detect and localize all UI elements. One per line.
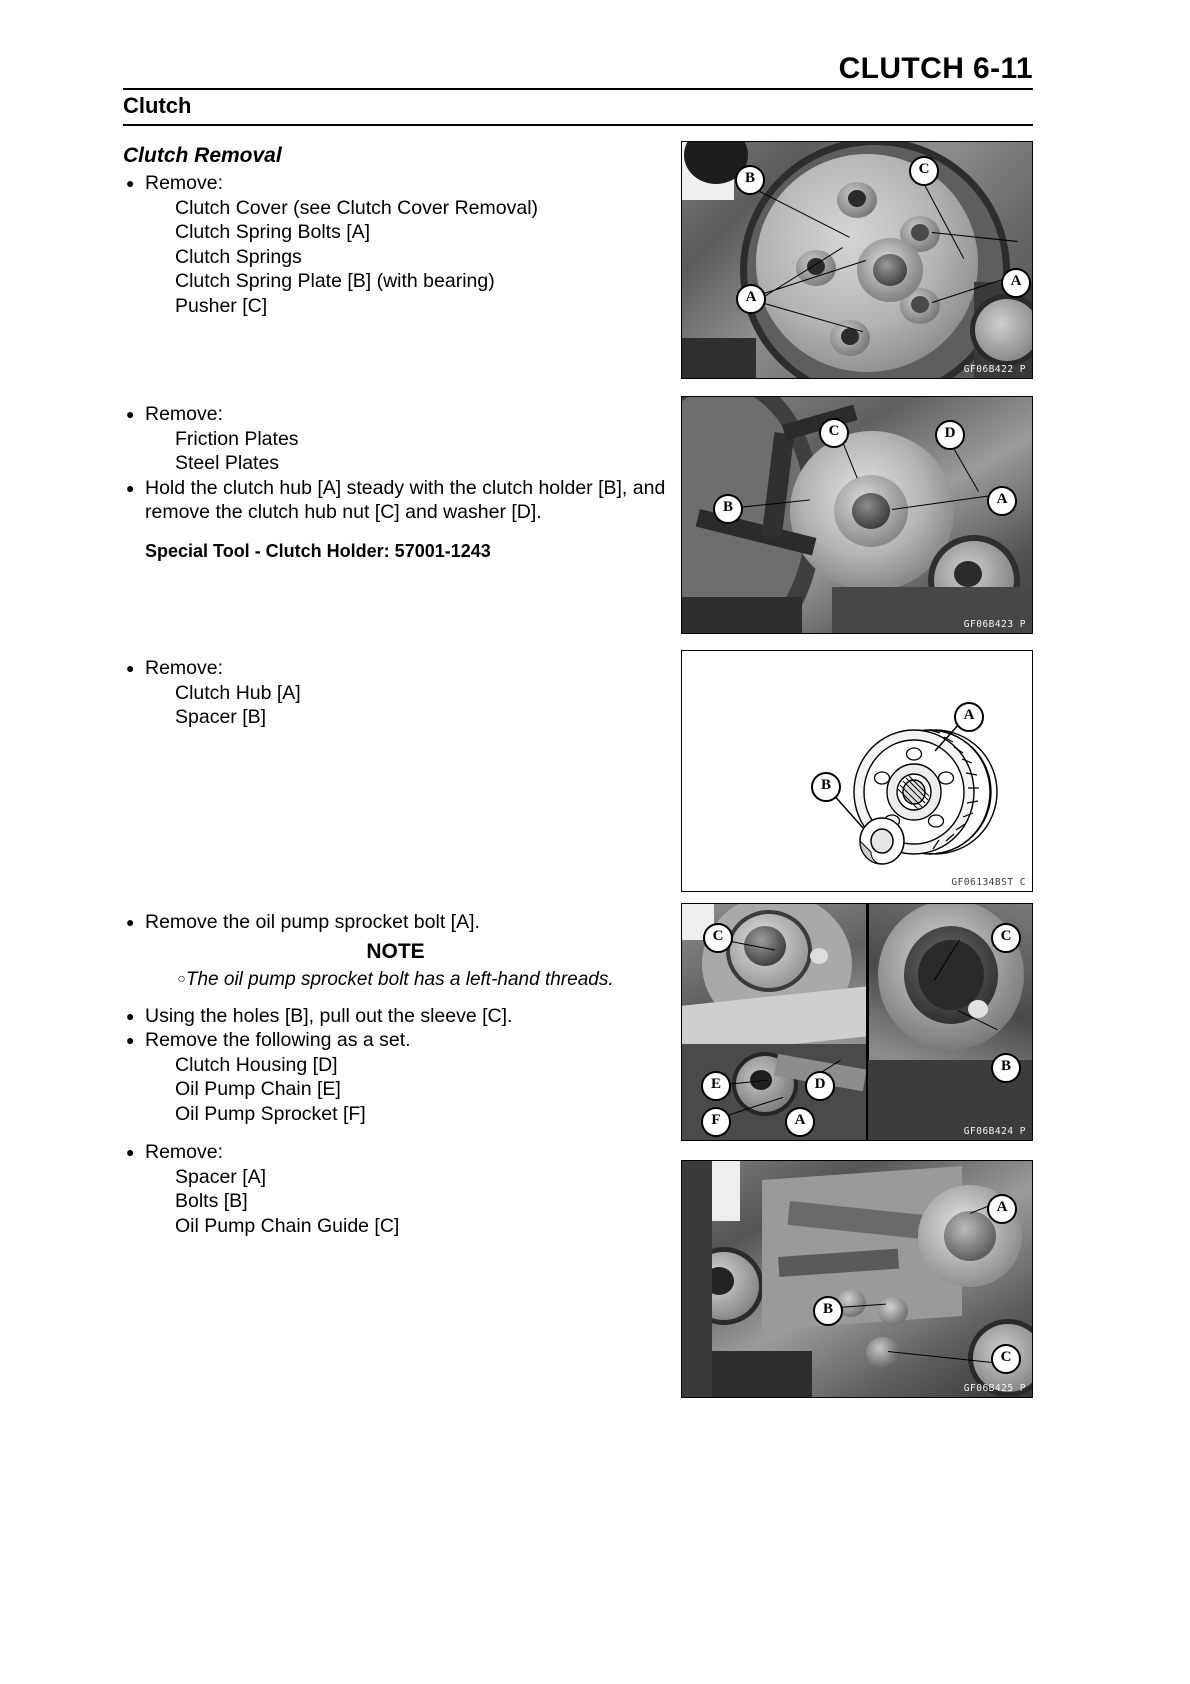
figure-oil-pump-sprocket <box>681 903 1033 1141</box>
bullet-pull-out-sleeve <box>123 1004 668 1029</box>
callout-F: F <box>701 1107 731 1137</box>
figure-clutch-holder <box>681 396 1033 634</box>
callout-A: A <box>736 284 766 314</box>
figure-code: GF06134BST C <box>951 877 1026 888</box>
bullet-text: Remove: <box>145 657 224 679</box>
header-rule-bottom <box>123 124 1033 126</box>
bullet-text: Remove the following as a set. <box>145 1029 411 1051</box>
sub-item: Oil Pump Sprocket [F] <box>175 1102 366 1125</box>
callout-B: B <box>713 494 743 524</box>
bullet-dot-icon: ● <box>126 1007 135 1024</box>
figure-code: GF06B422 P <box>963 364 1026 375</box>
bullet-dot-icon: ● <box>126 406 135 422</box>
spring-bolt-head <box>848 190 866 207</box>
callout-E: E <box>701 1071 731 1101</box>
sub-item: Oil Pump Chain [E] <box>175 1078 341 1100</box>
hub-nut-center <box>852 493 890 529</box>
hole-b <box>968 1000 988 1018</box>
spring-bolt-head <box>911 296 929 313</box>
callout-A: A <box>785 1107 815 1137</box>
sub-item: Clutch Spring Bolts [A] <box>175 221 371 243</box>
sub-item: Clutch Hub [A] <box>175 681 301 704</box>
idle-gear-center <box>954 561 982 587</box>
header-rule-top <box>123 88 1033 90</box>
page-header-title: CLUTCH 6-11 <box>838 52 1033 85</box>
callout-A: A <box>987 1194 1017 1224</box>
text-block-5 <box>123 1140 668 1238</box>
bullet-remove-5 <box>123 1140 668 1165</box>
callout-A: A <box>1001 268 1031 298</box>
bullet-text: Hold the clutch hub [A] steady with the clutch holder [B], and remove the clutch hub nut [C] and washer [D]. <box>145 476 666 523</box>
callout-C: C <box>819 418 849 448</box>
bullet-dot-icon: ● <box>126 660 135 676</box>
bullet-remove-oil-pump-sprocket-bolt <box>123 910 668 935</box>
bolt <box>878 1297 908 1325</box>
callout-B: B <box>991 1053 1021 1083</box>
sub-item: Oil Pump Chain Guide [C] <box>175 1214 400 1237</box>
callout-C: C <box>991 1344 1021 1374</box>
bullet-remove-1 <box>123 171 668 196</box>
text-block-2 <box>123 402 668 563</box>
sub-item: Steel Plates <box>175 452 280 474</box>
figure-code: GF06B423 P <box>963 619 1026 630</box>
clutch-hub-lineart <box>682 651 1032 891</box>
note-heading: NOTE <box>366 939 425 963</box>
sub-item: Clutch Springs <box>175 245 302 268</box>
bullet-dot-icon: ● <box>126 1144 135 1160</box>
callout-A: A <box>987 486 1017 516</box>
bullet-remove-2 <box>123 402 668 427</box>
callout-A: A <box>954 702 984 732</box>
sub-item: Clutch Spring Plate [B] (with bearing) <box>175 270 495 292</box>
sub-item: Clutch Cover (see Clutch Cover Removal) <box>175 196 539 219</box>
callout-D: D <box>805 1071 835 1101</box>
figure-code: GF06B424 P <box>963 1126 1026 1137</box>
bullet-text: Remove: <box>145 172 224 194</box>
bullet-dot-icon: ● <box>126 914 135 930</box>
bullet-remove-3 <box>123 656 668 681</box>
text-block-4 <box>123 910 668 1126</box>
note-body <box>123 966 668 992</box>
section-title: Clutch <box>123 93 192 118</box>
sub-item: Spacer [B] <box>175 706 267 728</box>
subsection-title: Clutch Removal <box>123 144 282 167</box>
bullet-text: Using the holes [B], pull out the sleeve [C]. <box>145 1004 513 1027</box>
bullet-hold-clutch-hub <box>123 476 668 525</box>
bullet-dot-icon: ● <box>126 1032 135 1048</box>
note-text: The oil pump sprocket bolt has a left-hand threads. <box>185 968 614 990</box>
photo-dark-region <box>682 1161 712 1397</box>
callout-B: B <box>735 165 765 195</box>
bullet-text: Remove the oil pump sprocket bolt [A]. <box>145 911 480 933</box>
callout-D: D <box>935 420 965 450</box>
callout-C: C <box>703 923 733 953</box>
pusher <box>873 254 907 286</box>
sub-item: Clutch Housing [D] <box>175 1053 338 1076</box>
bullet-text: Remove: <box>145 1141 224 1163</box>
bullet-dot-icon: ● <box>126 175 135 191</box>
figure-code: GF06B425 P <box>963 1383 1026 1394</box>
sub-item: Pusher [C] <box>175 294 268 317</box>
sub-item: Spacer [A] <box>175 1165 267 1188</box>
sub-item: Bolts [B] <box>175 1190 248 1212</box>
photo-dark-region <box>682 338 756 378</box>
bullet-dot-icon: ● <box>126 479 135 496</box>
bolt <box>866 1337 900 1369</box>
sub-item: Friction Plates <box>175 427 299 450</box>
callout-B: B <box>811 772 841 802</box>
figure-clutch-hub-spacer <box>681 650 1033 892</box>
hole-b <box>810 948 828 964</box>
bullet-text: Remove: <box>145 403 224 425</box>
special-tool-line: Special Tool - Clutch Holder: 57001-1243 <box>145 540 491 561</box>
figure-clutch-spring-plate <box>681 141 1033 379</box>
spacer <box>944 1211 996 1261</box>
spring-bolt-head <box>911 224 929 241</box>
figure-oil-pump-chain-guide <box>681 1160 1033 1398</box>
oil-pump-sprocket-bolt <box>744 926 786 966</box>
bullet-remove-as-a-set <box>123 1028 668 1053</box>
callout-C: C <box>909 156 939 186</box>
text-block-3 <box>123 656 668 730</box>
photo-dark-region <box>682 597 802 633</box>
text-block-1 <box>123 142 668 318</box>
callout-C: C <box>991 923 1021 953</box>
page-header <box>123 52 1033 86</box>
note-marker-icon: ○ <box>177 969 186 986</box>
callout-B: B <box>813 1296 843 1326</box>
